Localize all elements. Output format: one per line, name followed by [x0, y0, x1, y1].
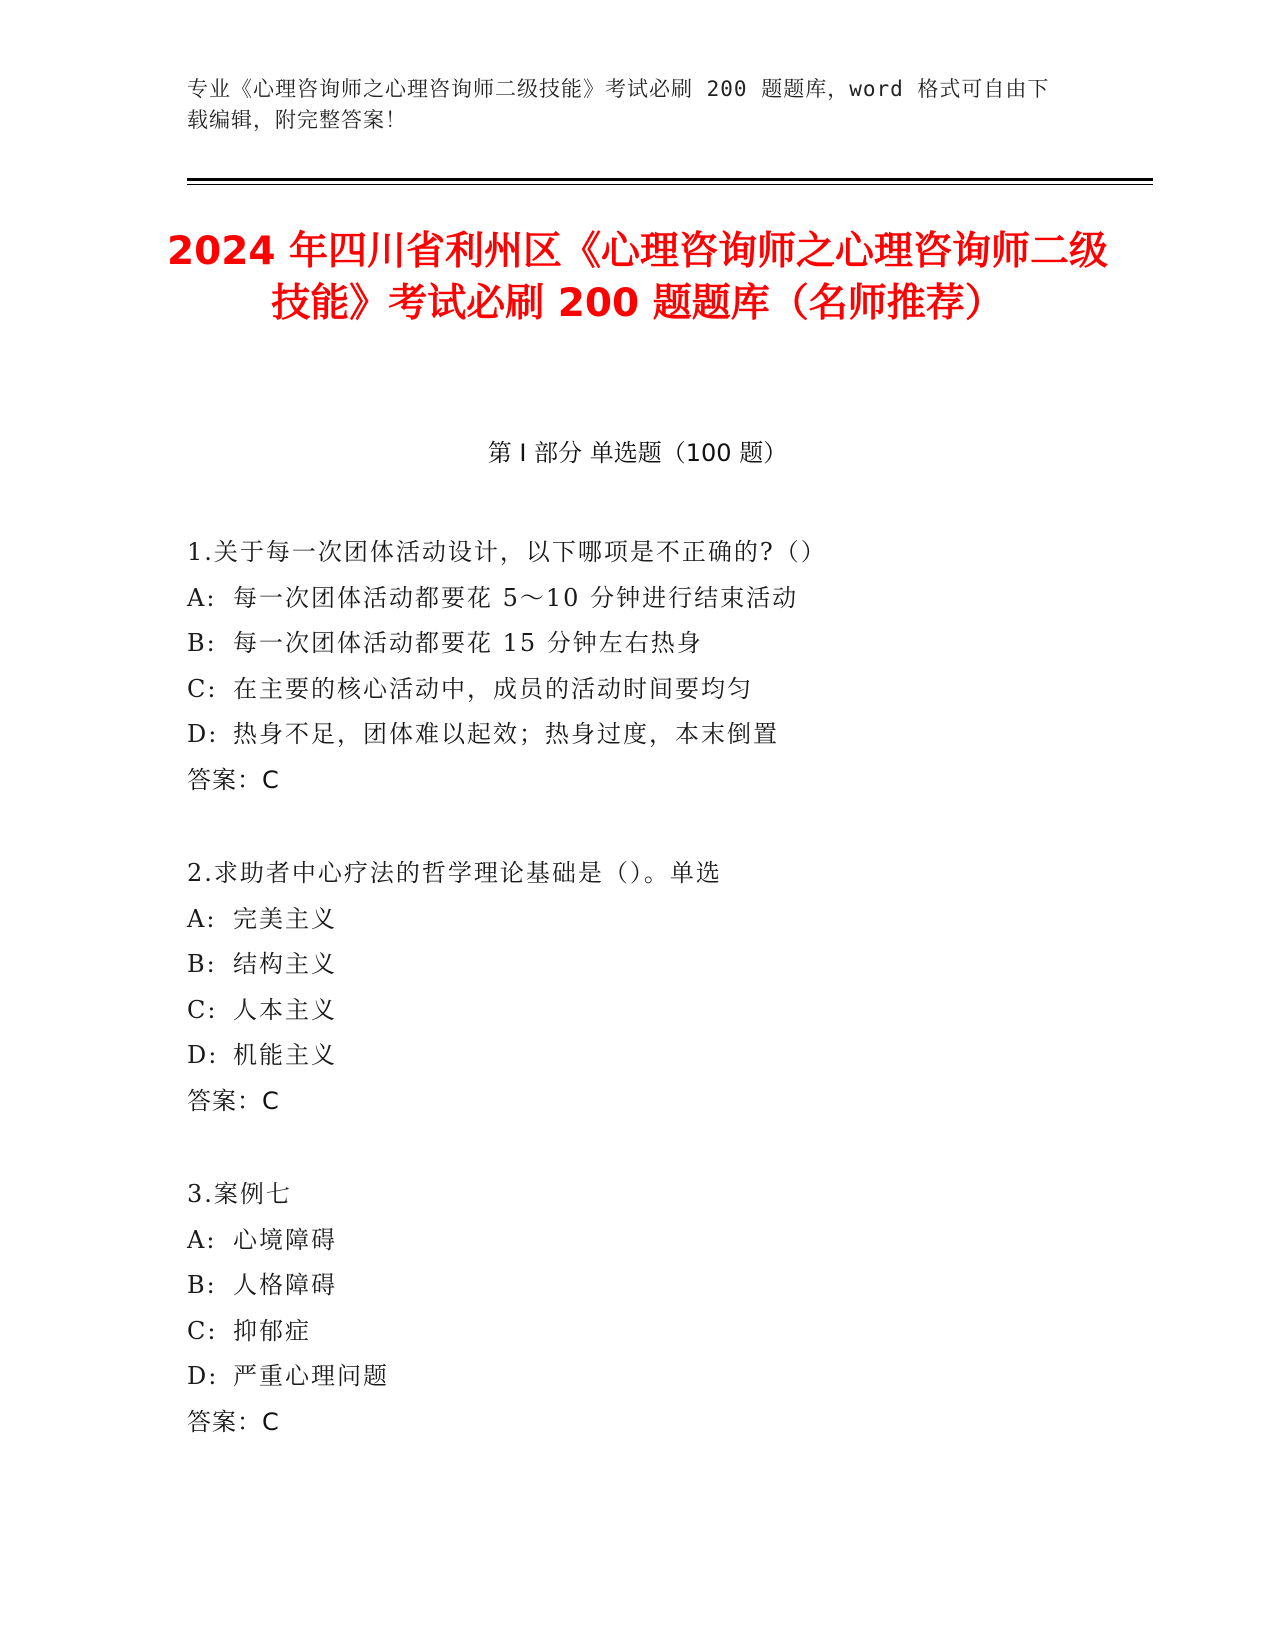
- option-d: [187, 1033, 1127, 1079]
- option-label: D:: [187, 1041, 219, 1069]
- option-label: D:: [187, 1362, 219, 1390]
- option-text: 心境障碍: [233, 1225, 337, 1254]
- option-text: 人格障碍: [233, 1271, 337, 1299]
- option-label: A:: [187, 1225, 217, 1254]
- option-text: 热身不足，团体难以起效；热身过度，本末倒置: [233, 720, 779, 748]
- option-c: [187, 667, 1127, 713]
- option-label: C:: [187, 674, 218, 703]
- option-label: B:: [187, 950, 217, 978]
- option-text: 人本主义: [233, 995, 337, 1024]
- question-stem: 1.关于每一次团体活动设计，以下哪项是不正确的?（）: [187, 538, 827, 566]
- option-label: B:: [187, 629, 217, 657]
- document-intro: 专业《心理咨询师之心理咨询师二级技能》考试必刷 200 题题库，word 格式可自由下载编辑，附完整答案！: [187, 77, 1050, 132]
- header-rule-thin: [187, 184, 1153, 185]
- question-2: [187, 851, 1127, 1124]
- option-label: D:: [187, 720, 219, 748]
- option-text: 完美主义: [233, 904, 337, 933]
- option-text: 机能主义: [233, 1041, 337, 1069]
- question-3: [187, 1172, 1127, 1445]
- option-c: [187, 988, 1127, 1034]
- option-label: A:: [187, 904, 217, 933]
- option-text: 在主要的核心活动中，成员的活动时间要均匀: [233, 674, 753, 703]
- answer: 答案：C: [187, 765, 280, 794]
- header-rule-thick: [187, 178, 1153, 181]
- document-title: 2024 年四川省利州区《心理咨询师之心理咨询师二级技能》考试必刷 200 题题库（名师推荐）: [166, 229, 1109, 326]
- question-1: [187, 530, 1127, 803]
- question-list: [187, 530, 1127, 1493]
- option-d: [187, 712, 1127, 758]
- option-label: A:: [187, 583, 217, 612]
- option-text: 结构主义: [233, 950, 337, 978]
- option-text: 抑郁症: [233, 1316, 311, 1345]
- option-d: [187, 1354, 1127, 1400]
- option-a: [187, 576, 1127, 622]
- option-label: C:: [187, 995, 218, 1024]
- option-c: [187, 1309, 1127, 1355]
- section-heading: 第 I 部分 单选题（100 题）: [487, 439, 788, 467]
- option-text: 每一次团体活动都要花 15 分钟左右热身: [233, 629, 703, 657]
- answer: 答案：C: [187, 1407, 280, 1436]
- option-b: [187, 621, 1127, 667]
- option-label: B:: [187, 1271, 217, 1299]
- option-text: 每一次团体活动都要花 5～10 分钟进行结束活动: [233, 583, 799, 612]
- answer: 答案：C: [187, 1086, 280, 1115]
- question-stem: 2.求助者中心疗法的哲学理论基础是（）。单选: [187, 859, 722, 887]
- question-stem: 3.案例七: [187, 1180, 292, 1208]
- option-b: [187, 1263, 1127, 1309]
- option-a: [187, 897, 1127, 943]
- option-b: [187, 942, 1127, 988]
- option-label: C:: [187, 1316, 218, 1345]
- option-text: 严重心理问题: [233, 1362, 389, 1390]
- option-a: [187, 1218, 1127, 1264]
